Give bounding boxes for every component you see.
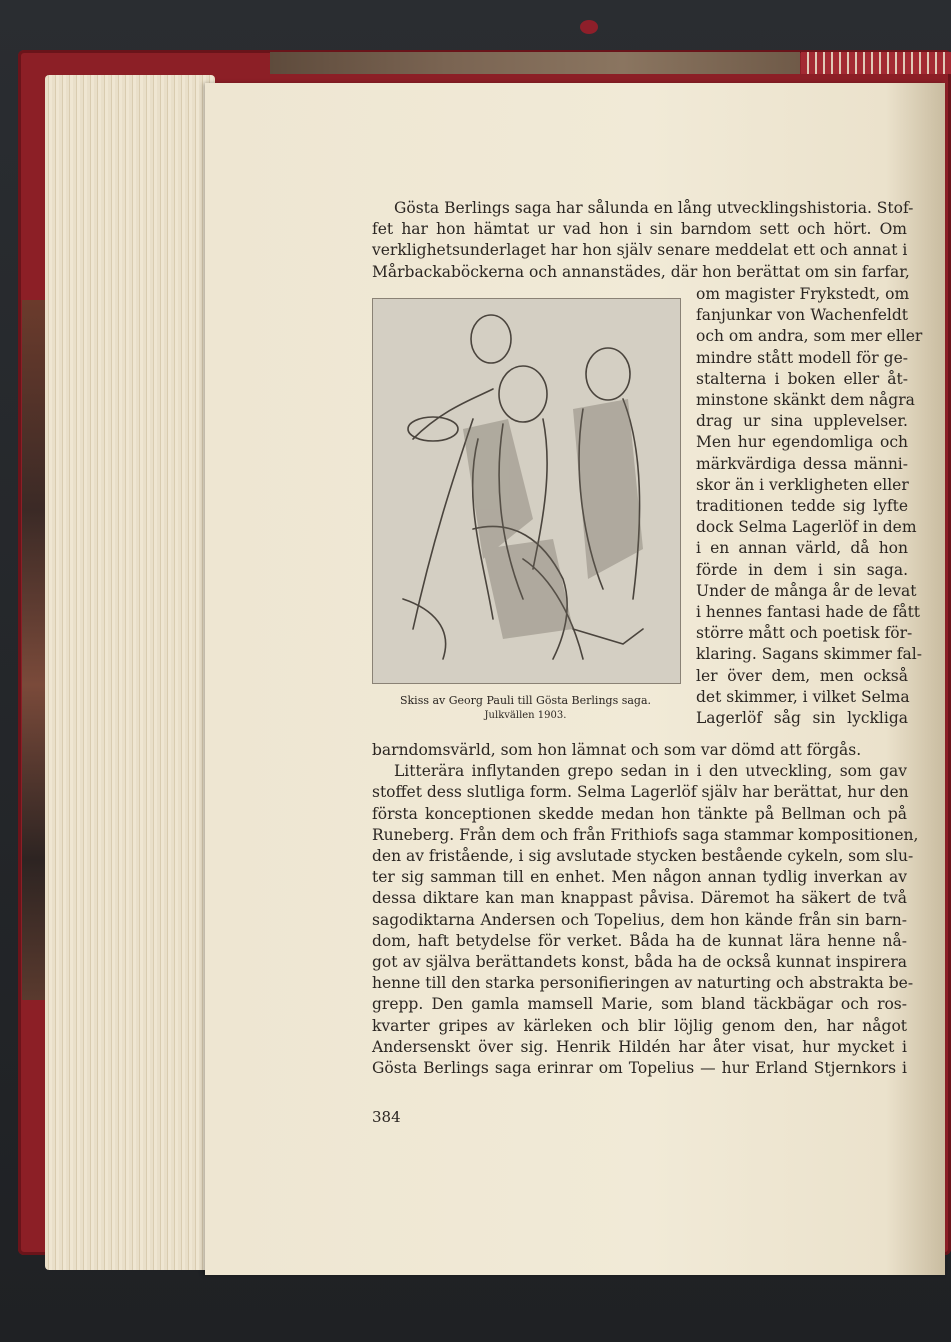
text-line: dessa diktare kan man knappast påvisa. Däremot ha säkert de två [372,889,907,908]
sketch-illustration [372,298,681,684]
text-line: om magister Frykstedt, om [696,285,910,303]
text-line: Mårbackaböckerna och annanstädes, där hon berättat om sin farfar, [372,262,910,281]
page-stack [45,75,215,1270]
text-line: stoffet dess slutliga form. Selma Lagerlöf själv har berättat, hur den [372,783,909,802]
text-line: Lagerlöf såg sin lyckliga [696,709,908,728]
text-line: Runeberg. Från dem och från Frithiofs saga stammar kompositionen, [372,825,919,844]
text-line: traditionen tedde sig lyfte [696,497,908,516]
text-line: i en annan värld, då hon [696,539,908,558]
text-line: sagodiktarna Andersen och Topelius, dem hon kände från sin barn- [372,910,907,929]
caption-main: Skiss av Georg Pauli till Gösta Berlings saga. [399,694,652,707]
text-line: Under de många år de levat [696,581,917,600]
cover-edge-band [801,52,951,74]
text-line: skor än i verkligheten eller [696,475,909,494]
page-number: 384 [372,1108,401,1126]
text-line: förde in dem i sin saga. [696,560,908,579]
text-line: grepp. Den gamla mamsell Marie, som bland täckbägar och ros- [372,995,907,1014]
text-line: ler över dem, men också [696,666,908,685]
text-line: och om andra, som mer eller [696,327,923,346]
sketch-drawing [373,299,680,683]
library-seal [580,20,598,34]
text-line: verklighetsunderlaget har hon själv senare meddelat ett och annat i [372,241,908,260]
text-line: i hennes fantasi hade de fått [696,603,921,622]
text-line: klaring. Sagans skimmer fal- [696,645,922,664]
text-line: det skimmer, i vilket Selma [696,687,910,706]
text-line: fanjunkar von Wachenfeldt [696,306,908,325]
text-line: drag ur sina upplevelser. [696,412,908,431]
side-column-text [696,284,923,729]
text-line: got av själva berättandets konst, båda ha de också kunnat inspirera [372,953,907,972]
text-line: barndomsvärld, som hon lämnat och som var dömd att förgås. [372,741,862,759]
text-line: henne till den starka personifieringen av naturting och abstrakta be- [372,974,914,993]
text-line: större mått och poetisk för- [696,624,913,643]
text-line: Litterära inflytanden grepo sedan in i den utveckling, som gav [394,762,907,781]
text-line: Men hur egendomliga och [696,433,908,452]
text-line: dock Selma Lagerlöf in dem [696,518,917,537]
cover-spine-top [270,52,800,74]
intro-paragraph [372,198,914,283]
text-line: första konceptionen skedde medan hon tänkte på Bellman och på [372,804,907,823]
main-paragraph [372,740,919,1079]
text-line: Gösta Berlings saga har sålunda en lång utvecklingshistoria. Stof- [394,199,914,217]
text-line: stalterna i boken eller åt- [696,369,908,388]
text-line: minstone skänkt dem några [696,391,915,410]
text-line: Gösta Berlings saga erinrar om Topelius — hur Erland Stjernkors i [372,1059,907,1078]
text-line: fet har hon hämtat ur vad hon i sin barndom sett och hört. Om [372,220,907,239]
figure-caption [372,693,679,723]
text-line: Andersenskt över sig. Henrik Hildén har åter visat, hur mycket i [372,1037,907,1056]
text-line: den av fristående, i sig avslutade stycken bestående cykeln, som slu- [372,847,914,866]
text-line: märkvärdiga dessa männi- [696,454,908,473]
caption-sub: Julkvällen 1903. [484,710,567,721]
text-line: mindre stått modell för ge- [696,348,908,367]
text-line: ter sig samman till en enhet. Men någon annan tydlig inverkan av [372,868,907,887]
text-line: dom, haft betydelse för verket. Båda ha de kunnat lära henne nå- [372,931,907,950]
text-line: kvarter gripes av kärleken och blir löjlig genom den, har något [372,1016,907,1035]
